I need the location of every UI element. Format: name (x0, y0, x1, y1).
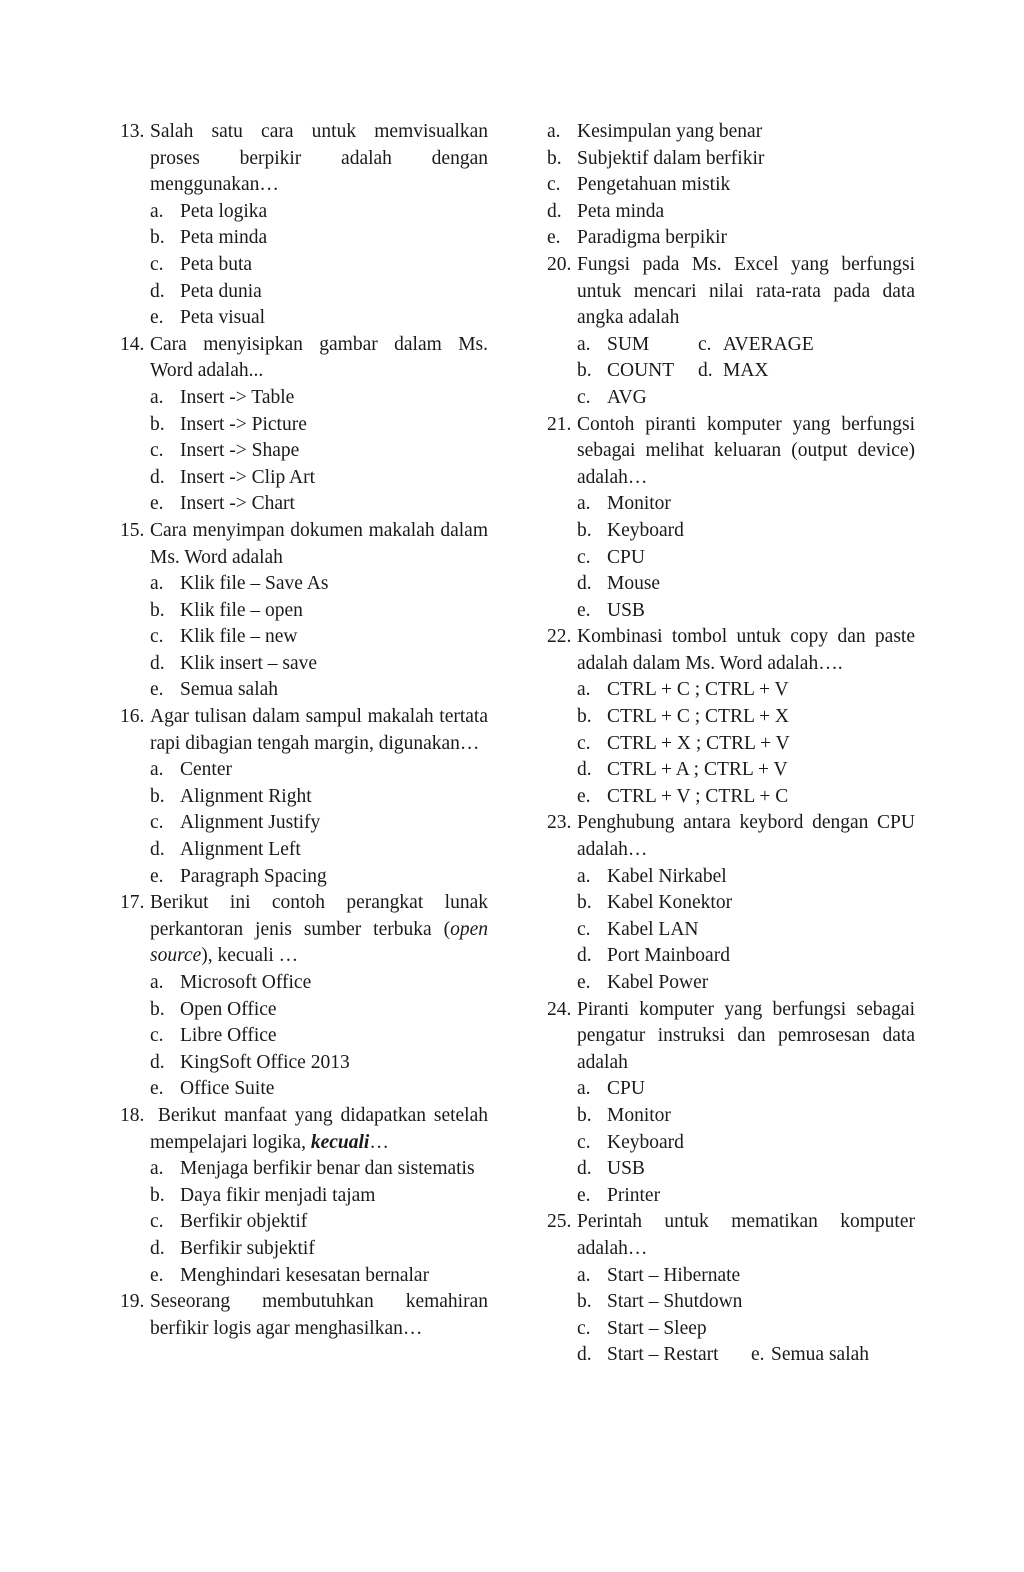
option-letter: a. (577, 679, 591, 701)
option-letter: c. (577, 546, 591, 568)
option-letter: a. (547, 121, 561, 142)
option-text: SUM (607, 333, 650, 355)
question-text: Salah satu cara untuk memvisualkan proses berpikir adalah dengan menggunakan… (150, 121, 488, 196)
option-text: Keyboard (607, 1131, 684, 1153)
option (120, 1236, 488, 1263)
option (120, 624, 488, 651)
option-text: Libre Office (180, 1025, 277, 1047)
option (120, 252, 488, 279)
option-letter: e. (577, 599, 591, 621)
question-text-part: ), kecuali … (201, 945, 299, 967)
option-letter: e. (547, 227, 561, 249)
option-letter: d. (577, 1344, 592, 1366)
option (120, 412, 488, 439)
option-letter: c. (577, 1131, 591, 1153)
question-19 (120, 1289, 488, 1342)
option (547, 890, 915, 917)
option-text: Semua salah (771, 1344, 870, 1366)
option-text: Monitor (607, 1104, 671, 1126)
option-text: USB (607, 599, 645, 621)
option-text: COUNT (607, 360, 675, 382)
question-21 (547, 412, 915, 625)
option-letter: a. (150, 573, 164, 595)
option-letter: b. (150, 227, 165, 249)
question-text: Penghubung antara keybord dengan CPU adalah… (577, 812, 915, 861)
option-text: Keyboard (607, 519, 684, 541)
option-letter: b. (150, 413, 165, 435)
option (547, 491, 915, 518)
option-letter: e. (150, 679, 164, 701)
option (547, 545, 915, 572)
option (547, 385, 698, 412)
question-text-part: Berikut manfaat yang didapatkan setelah mempelajari logika, (150, 1104, 493, 1153)
question-text-part: … (369, 1131, 389, 1153)
option-letter: b. (577, 519, 592, 541)
option-text: Paradigma berpikir (577, 227, 727, 249)
option (120, 305, 488, 332)
question-number: 23. (547, 812, 572, 834)
question-20 (547, 252, 915, 412)
question-13 (120, 119, 488, 332)
question-text-italic: open source (150, 918, 488, 967)
option-text: Insert -> Table (180, 386, 295, 408)
option (120, 864, 488, 891)
option-text: Menghindari kesesatan bernalar (180, 1264, 430, 1286)
question-23 (547, 810, 915, 996)
option-letter: b. (150, 599, 165, 621)
option-text: Center (180, 759, 232, 781)
question-number: 25. (547, 1211, 572, 1233)
option-letter: a. (577, 1264, 591, 1286)
question-text: Contoh piranti komputer yang berfungsi sebagai melihat keluaran (output device) adalah… (577, 413, 915, 488)
question-17 (120, 890, 488, 1103)
option (120, 279, 488, 306)
option-letter: d. (150, 280, 165, 302)
option-letter: b. (577, 360, 592, 382)
question-24 (547, 997, 915, 1210)
option-letter: b. (577, 1104, 592, 1126)
option (547, 1183, 915, 1210)
option-text: CTRL + A ; CTRL + V (607, 759, 788, 781)
option (517, 225, 915, 252)
option (547, 1130, 915, 1157)
option-text: MAX (723, 360, 769, 382)
question-text (150, 1103, 493, 1156)
option (120, 571, 488, 598)
option-letter: d. (698, 360, 713, 382)
option (547, 943, 915, 970)
option-text: Microsoft Office (180, 972, 312, 993)
right-column (547, 119, 915, 1369)
option-text: Start – Sleep (607, 1317, 707, 1339)
option-text: Peta logika (180, 200, 268, 222)
option (120, 677, 488, 704)
option-text: Peta dunia (180, 280, 262, 302)
option-text: Semua salah (180, 679, 279, 701)
option (698, 358, 915, 385)
option (120, 1209, 488, 1236)
option-letter: c. (150, 440, 164, 462)
option-letter: e. (150, 1078, 164, 1100)
option-text: CPU (607, 1078, 645, 1100)
option-text: Berfikir subjektif (180, 1237, 315, 1259)
option (120, 199, 488, 226)
option-text: Klik file – open (180, 599, 303, 621)
option (120, 970, 488, 997)
question-number: 15. (120, 519, 145, 541)
option-letter: d. (150, 839, 165, 861)
option-text: Insert -> Clip Art (180, 466, 316, 488)
question-number: 14. (120, 333, 145, 355)
option (547, 704, 915, 731)
option-letter: c. (150, 253, 164, 275)
option-letter: c. (698, 333, 712, 355)
question-text: Fungsi pada Ms. Excel yang berfungsi untuk mencari nilai rata-rata pada data angka adalah (577, 253, 915, 329)
option-text: CPU (607, 546, 645, 568)
option-text: Port Mainboard (607, 945, 730, 967)
option (120, 385, 488, 412)
question-15 (120, 518, 488, 704)
option-letter: e. (150, 493, 164, 515)
option-letter: a. (577, 865, 591, 887)
question-text-part: Berikut ini contoh perangkat lunak perkantoran jenis sumber terbuka ( (150, 892, 488, 940)
option (120, 491, 488, 518)
question-22 (547, 624, 915, 810)
option-grid (547, 332, 915, 412)
option-letter: b. (577, 706, 592, 728)
option-letter: a. (150, 200, 164, 222)
option-text: Kabel LAN (607, 918, 699, 940)
option-text: CTRL + V ; CTRL + C (607, 785, 789, 807)
option (517, 199, 915, 226)
option-text: Berfikir objektif (180, 1211, 308, 1233)
option (547, 1289, 915, 1316)
option-text: Pengetahuan mistik (577, 174, 731, 196)
option (120, 1263, 488, 1290)
option-letter: a. (577, 1078, 591, 1100)
option (547, 917, 915, 944)
option-letter: b. (150, 1184, 165, 1206)
option (698, 332, 915, 359)
option-text: Klik insert – save (180, 652, 318, 674)
option (120, 810, 488, 837)
option-letter: d. (150, 652, 165, 674)
option-text: Printer (607, 1184, 661, 1206)
option-letter: b. (150, 998, 165, 1020)
option-text: CTRL + C ; CTRL + X (607, 706, 789, 728)
option-letter: e. (751, 1344, 765, 1366)
option (547, 784, 915, 811)
option (547, 598, 915, 625)
option-letter: c. (150, 626, 164, 648)
option-letter: e. (150, 1264, 164, 1286)
option-letter: e. (577, 1184, 591, 1206)
question-number: 16. (120, 706, 145, 728)
option-letter: c. (577, 732, 591, 754)
option (517, 146, 915, 173)
option (120, 438, 488, 465)
question-text (150, 890, 488, 970)
option-text: Mouse (607, 573, 661, 595)
question-text: Cara menyimpan dokumen makalah dalam Ms. Word adalah (150, 519, 488, 568)
option (120, 1183, 488, 1210)
question-number: 19. (120, 1291, 145, 1313)
question-25 (547, 1209, 915, 1369)
option-text: Menjaga berfikir benar dan sistematis (180, 1158, 475, 1180)
option-letter: b. (547, 147, 562, 169)
option-letter: a. (150, 759, 164, 781)
option-text: Kabel Konektor (607, 892, 733, 914)
option-text: Office Suite (180, 1078, 275, 1100)
question-text: Perintah untuk mematikan komputer adalah… (577, 1211, 915, 1259)
option-letter: d. (150, 1237, 165, 1259)
option-text: Alignment Left (180, 839, 301, 861)
option (120, 784, 488, 811)
option-text: Start – Hibernate (607, 1264, 741, 1286)
option-text: Daya fikir menjadi tajam (180, 1184, 376, 1206)
option-text: Insert -> Shape (180, 440, 300, 462)
option-letter: c. (577, 386, 591, 408)
option (120, 757, 488, 784)
option-text: Insert -> Picture (180, 413, 307, 435)
question-text: Agar tulisan dalam sampul makalah tertata rapi dibagian tengah margin, digunakan… (150, 706, 488, 754)
option (120, 465, 488, 492)
option (547, 358, 698, 385)
option-letter: d. (150, 1051, 165, 1073)
option (120, 1050, 488, 1077)
option-text: Start – Restart (607, 1344, 719, 1366)
option-letter: d. (547, 200, 562, 222)
option-text: Kabel Power (607, 972, 709, 993)
option-text: Start – Shutdown (607, 1291, 743, 1313)
option-letter: b. (577, 1291, 592, 1313)
option (120, 1156, 488, 1183)
option-letter: a. (150, 1158, 164, 1180)
option-text: Kabel Nirkabel (607, 865, 727, 887)
question-number: 22. (547, 626, 572, 648)
option-text: Peta minda (577, 200, 665, 222)
option-text: AVG (607, 386, 647, 408)
option-text: Paragraph Spacing (180, 865, 327, 887)
option (547, 731, 915, 758)
question-number: 17. (120, 892, 145, 914)
question-number: 13. (120, 121, 145, 142)
option-letter: b. (150, 785, 165, 807)
option-text: AVERAGE (723, 333, 814, 355)
option-letter: d. (577, 945, 592, 967)
option (547, 332, 698, 359)
option (120, 1023, 488, 1050)
question-19-options (517, 119, 915, 252)
option-letter: a. (577, 493, 591, 515)
question-number: 24. (547, 998, 572, 1020)
question-text: Seseorang membutuhkan kemahiran berfikir logis agar menghasilkan… (150, 1291, 488, 1339)
option-text: Peta minda (180, 227, 268, 249)
option-text: Monitor (607, 493, 671, 515)
option-text: Open Office (180, 998, 277, 1020)
option-letter: a. (150, 972, 164, 993)
option-letter: b. (577, 892, 592, 914)
option-text: CTRL + X ; CTRL + V (607, 732, 790, 754)
option (547, 1103, 915, 1130)
option-letter: a. (577, 333, 591, 355)
question-text: Piranti komputer yang berfungsi sebagai pengatur instruksi dan pemrosesan data adalah (577, 998, 915, 1073)
option (120, 651, 488, 678)
option-pair (547, 1342, 915, 1369)
question-number: 18. (120, 1104, 145, 1126)
option (547, 1156, 915, 1183)
option (547, 757, 915, 784)
option-letter: e. (150, 865, 164, 887)
option-letter: c. (577, 918, 591, 940)
option (547, 970, 915, 997)
question-number: 21. (547, 413, 572, 435)
option (517, 119, 915, 146)
option (547, 518, 915, 545)
question-number: 20. (547, 253, 572, 275)
option-text: Klik file – new (180, 626, 298, 648)
option-text: Peta visual (180, 307, 266, 329)
option-letter: d. (577, 1158, 592, 1180)
option-letter: e. (577, 785, 591, 807)
option (547, 1263, 915, 1290)
option-text: Kesimpulan yang benar (577, 121, 763, 142)
left-column (120, 119, 493, 1342)
option-text: Insert -> Chart (180, 493, 295, 515)
option-text: Subjektif dalam berfikir (577, 147, 765, 169)
option-letter: d. (577, 759, 592, 781)
option-letter: c. (547, 174, 561, 196)
option-letter: e. (577, 972, 591, 993)
option-letter: c. (150, 1025, 164, 1047)
option-letter: e. (150, 307, 164, 329)
option-letter: a. (150, 386, 164, 408)
option (120, 837, 488, 864)
option (120, 997, 488, 1024)
option-text: USB (607, 1158, 645, 1180)
option-letter: c. (577, 1317, 591, 1339)
option (547, 677, 915, 704)
option-text: CTRL + C ; CTRL + V (607, 679, 789, 701)
option (120, 598, 488, 625)
option-letter: d. (577, 573, 592, 595)
question-18 (120, 1103, 493, 1289)
option (517, 172, 915, 199)
option (547, 1316, 915, 1343)
option-letter: d. (150, 466, 165, 488)
option-letter: c. (150, 812, 164, 834)
option-text: KingSoft Office 2013 (180, 1051, 350, 1073)
question-text: Kombinasi tombol untuk copy dan paste adalah dalam Ms. Word adalah…. (577, 626, 915, 674)
option (120, 1076, 488, 1103)
option (547, 864, 915, 891)
question-14 (120, 332, 488, 518)
question-text-bold-italic: kecuali (310, 1131, 370, 1153)
question-text: Cara menyisipkan gambar dalam Ms. Word adalah... (150, 333, 488, 382)
option (120, 225, 488, 252)
option-text: Peta buta (180, 253, 253, 275)
question-16 (120, 704, 488, 890)
option-text: Alignment Right (180, 785, 312, 807)
option (547, 571, 915, 598)
option-text: Alignment Justify (180, 812, 321, 834)
option-letter: c. (150, 1211, 164, 1233)
option (547, 1076, 915, 1103)
option-text: Klik file – Save As (180, 573, 329, 595)
